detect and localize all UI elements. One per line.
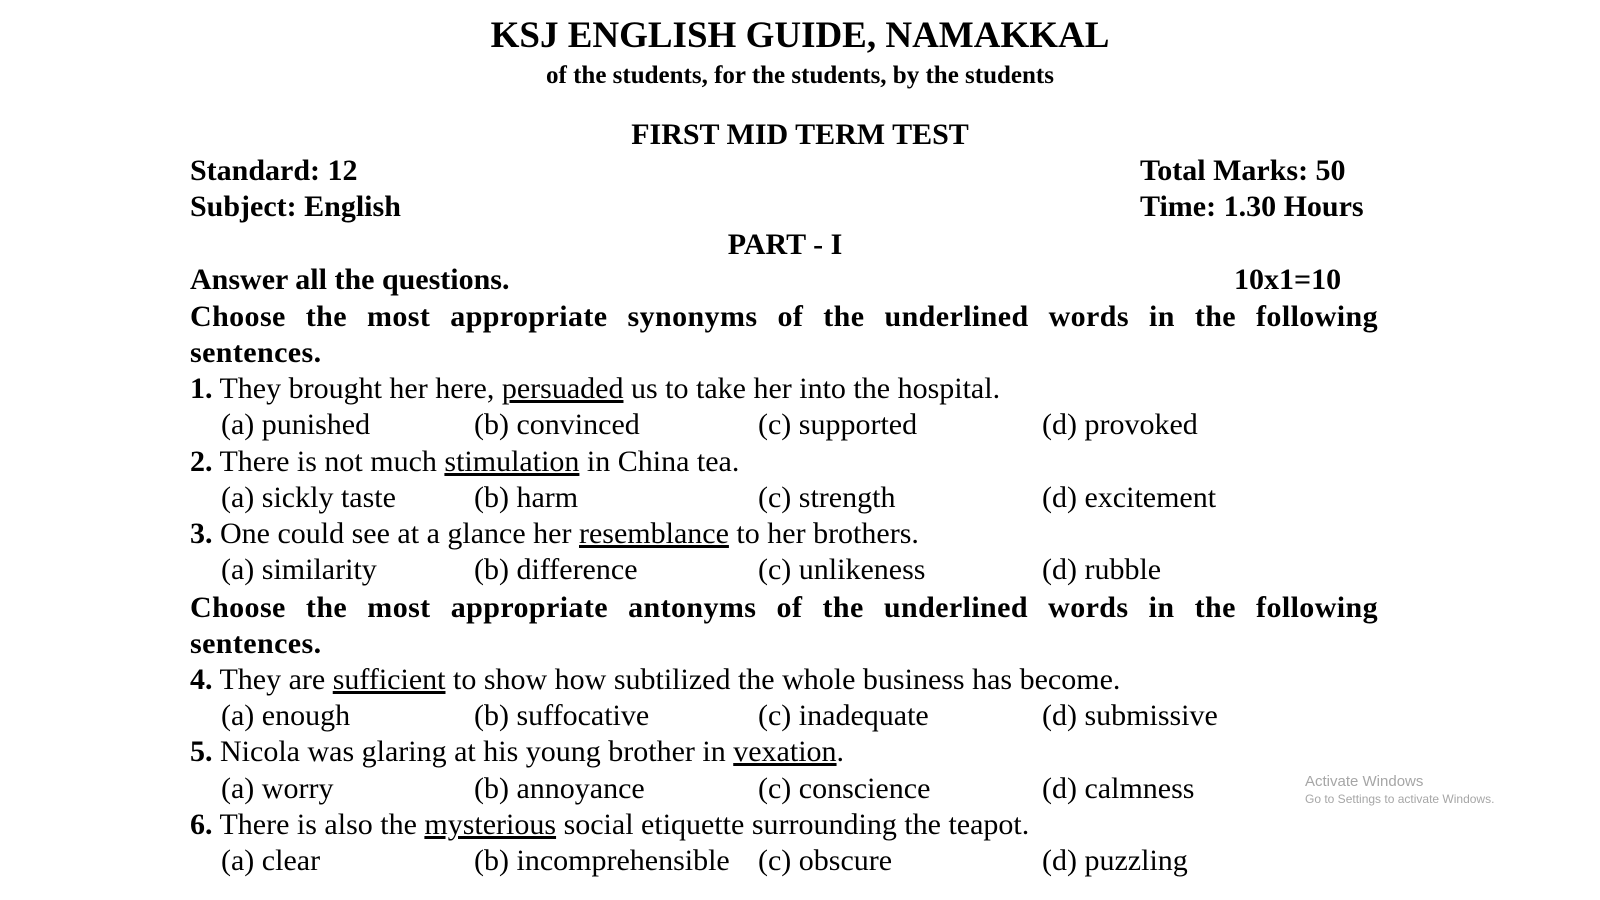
question-5 — [190, 734, 844, 770]
part-heading: PART - I — [727, 228, 843, 261]
question-text: Nicola was glaring at his young brother in — [212, 735, 734, 768]
option-a: (a) similarity — [221, 553, 377, 586]
option-c: (c) obscure — [758, 844, 893, 877]
option-d: (d) provoked — [1042, 408, 1198, 441]
total-marks-label: Total Marks: 50 — [1140, 154, 1346, 187]
underlined-word: vexation — [733, 735, 837, 768]
option-d: (d) calmness — [1042, 772, 1195, 805]
option-b: (b) incomprehensible — [474, 844, 730, 877]
standard-label: Standard: 12 — [190, 154, 358, 187]
question-text: social etiquette surrounding the teapot. — [556, 808, 1030, 841]
option-c: (c) strength — [758, 481, 896, 514]
question-text: They are — [212, 663, 333, 696]
option-c: (c) supported — [758, 408, 918, 441]
question-number: 5. — [190, 735, 213, 768]
underlined-word: resemblance — [579, 517, 729, 550]
question-number: 3. — [190, 517, 213, 550]
time-label: Time: 1.30 Hours — [1140, 190, 1364, 223]
option-b: (b) difference — [474, 553, 638, 586]
option-a: (a) enough — [221, 699, 351, 732]
antonyms-instruction: Choose the most appropriate antonyms of the underlined words in the following sentences. — [190, 591, 1378, 660]
option-c: (c) unlikeness — [758, 553, 926, 586]
question-text: us to take her into the hospital. — [623, 372, 1001, 405]
option-b: (b) harm — [474, 481, 579, 514]
synonyms-instruction: Choose the most appropriate synonyms of the underlined words in the following sentences. — [190, 300, 1378, 369]
options-5 — [221, 771, 1321, 807]
question-4 — [190, 662, 1120, 698]
question-text: . — [836, 735, 845, 768]
option-a: (a) worry — [221, 772, 334, 805]
answer-all-instruction: Answer all the questions. — [190, 263, 510, 296]
watermark-title: Activate Windows — [1305, 773, 1424, 790]
options-4 — [221, 698, 1321, 734]
option-a: (a) clear — [221, 844, 321, 877]
question-number: 4. — [190, 663, 213, 696]
question-text: One could see at a glance her — [212, 517, 579, 550]
question-3 — [190, 516, 919, 552]
question-text: to show how subtilized the whole business has become. — [445, 663, 1121, 696]
question-number: 6. — [190, 808, 213, 841]
question-text: to her brothers. — [728, 517, 919, 550]
underlined-word: persuaded — [501, 372, 624, 405]
underlined-word: stimulation — [444, 445, 580, 478]
subject-label: Subject: English — [190, 190, 401, 223]
test-name: FIRST MID TERM TEST — [631, 118, 969, 151]
question-6 — [190, 807, 1029, 843]
document-subtitle: of the students, for the students, by the students — [546, 62, 1054, 89]
underlined-word: sufficient — [332, 663, 446, 696]
option-d: (d) submissive — [1042, 699, 1218, 732]
question-text: They brought her here, — [212, 372, 502, 405]
option-b: (b) suffocative — [474, 699, 650, 732]
document-title: KSJ ENGLISH GUIDE, NAMAKKAL — [490, 15, 1110, 56]
question-text: There is not much — [212, 445, 445, 478]
underlined-word: mysterious — [424, 808, 557, 841]
options-3 — [221, 552, 1321, 588]
option-d: (d) excitement — [1042, 481, 1217, 514]
question-text: in China tea. — [579, 445, 740, 478]
option-d: (d) puzzling — [1042, 844, 1188, 877]
question-number: 1. — [190, 372, 213, 405]
option-b: (b) annoyance — [474, 772, 645, 805]
option-c: (c) inadequate — [758, 699, 929, 732]
option-b: (b) convinced — [474, 408, 640, 441]
marks-scheme: 10x1=10 — [1234, 263, 1342, 296]
option-a: (a) punished — [221, 408, 371, 441]
question-number: 2. — [190, 445, 213, 478]
options-6 — [221, 843, 1321, 879]
options-2 — [221, 480, 1321, 516]
options-1 — [221, 407, 1321, 443]
watermark-subtitle: Go to Settings to activate Windows. — [1305, 792, 1495, 806]
option-d: (d) rubble — [1042, 553, 1162, 586]
question-1 — [190, 371, 1000, 407]
option-a: (a) sickly taste — [221, 481, 396, 514]
option-c: (c) conscience — [758, 772, 931, 805]
question-text: There is also the — [212, 808, 425, 841]
question-2 — [190, 444, 739, 480]
activate-windows-watermark — [1305, 773, 1494, 807]
